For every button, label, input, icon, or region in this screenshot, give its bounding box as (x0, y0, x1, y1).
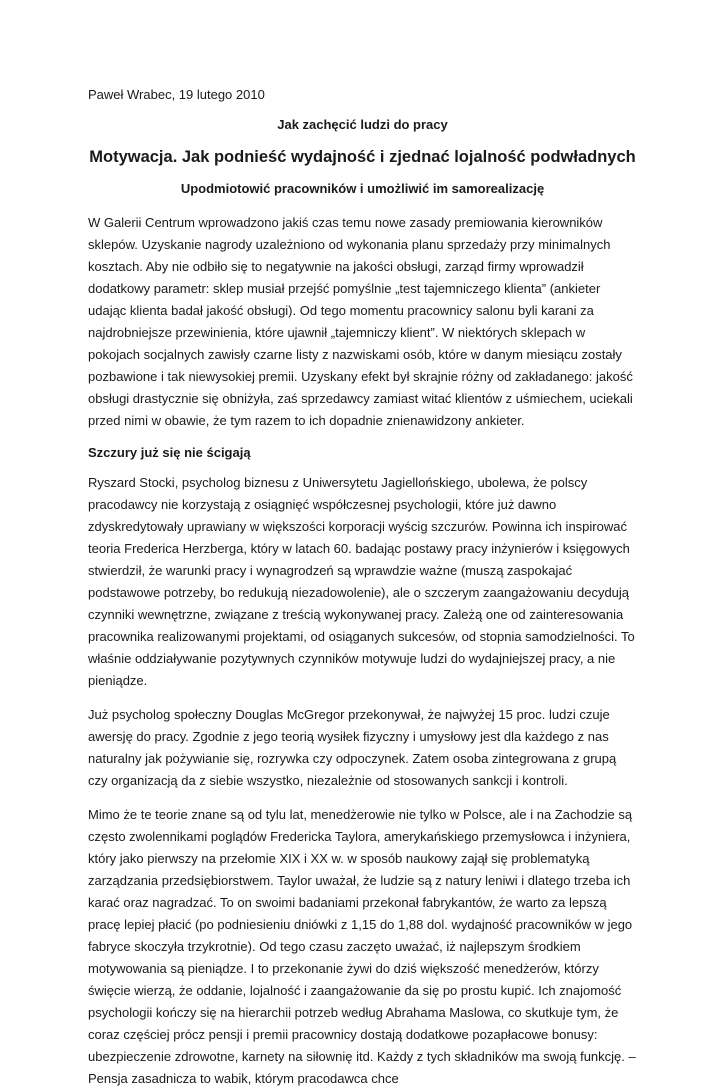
section-paragraph-3: Mimo że te teorie znane są od tylu lat, menedżerowie nie tylko w Polsce, ale i na Zachodzie są często zwolennikami poglądów Fredericka Taylora, amerykańskiego przemysłowca i inżyniera, który jako pierwszy na przełomie XIX i XX w. w sposób naukowy zajął się problematyką zarządzania przedsiębiorstwem. Taylor uważał, że ludzie są z natury leniwi i dlatego trzeba ich karać oraz nagradzać. To on swoimi badaniami przekonał fabrykantów, że warto za lepszą pracę lepiej płacić (po podniesieniu dniówki z 1,15 do 1,88 dol. wydajność pracowników w jego fabryce skoczyła trzykrotnie). Od tego czasu zaczęto uważać, iż najlepszym środkiem motywowania są pieniądze. I to przekonanie żywi do dziś większość menedżerów, którzy święcie wierzą, że oddanie, lojalność i zaangażowanie da się po prostu kupić. Ich znajomość psychologii kończy się na hierarchii potrzeb według Abrahama Maslowa, co skutkuje tym, że coraz częściej prócz pensji i premii pracownicy dostają dodatkowe pozapłacowe bonusy: ubezpieczenie zdrowotne, karnety na siłownię itd. Każdy z tych składników ma swoją funkcję. – Pensja zasadnicza to wabik, którym pracodawca chce (88, 807, 636, 1086)
article-title: Motywacja. Jak podnieść wydajność i zjednać lojalność podwładnych (89, 148, 636, 166)
section-heading: Szczury już się nie ścigają (88, 445, 251, 460)
article-subtitle: Upodmiotowić pracowników i umożliwić im samorealizację (180, 181, 545, 196)
section-paragraph-2: Już psycholog społeczny Douglas McGregor przekonywał, że najwyżej 15 proc. ludzi czuje awersję do pracy. Zgodnie z jego teorią wysiłek fizyczny i umysłowy jest dla każdego z nas naturalny jak pożywianie się, rozrywka czy odpoczynek. Zatem osoba zintegrowana z grupą czy organizacją da z siebie wszystko, niezależnie od stosowanych sankcji i kontroli. (88, 707, 617, 788)
kicker: Jak zachęcić ludzi do pracy (277, 117, 448, 132)
byline: Paweł Wrabec, 19 lutego 2010 (88, 87, 265, 102)
intro-paragraph: W Galerii Centrum wprowadzono jakiś czas temu nowe zasady premiowania kierowników sklepów. Uzyskanie nagrody uzależniono od wykonania planu sprzedaży przy minimalnych kosztach. Aby nie odbiło się to negatywnie na jakości obsługi, zarząd firmy wprowadził dodatkowy parametr: sklep musiał przejść pomyślnie „test tajemniczego klienta” (ankieter udając klienta badał jakość obsługi). Od tego momentu pracownicy salonu byli karani za najdrobniejsze przewinienia, które ujawnił „tajemniczy klient”. W niektórych sklepach w pokojach socjalnych zawisły czarne listy z nazwiskami osób, które w danym miesiącu zostały pozbawione i tak niewysokiej premii. Uzyskany efekt był skrajnie różny od zakładanego: jakość obsługi drastycznie się obniżyła, zaś sprzedawcy zamiast witać klientów z uśmiechem, uciekali przed nimi w obawie, że tym razem to ich dopadnie znienawidzony ankieter. (88, 215, 633, 428)
section-paragraph-1: Ryszard Stocki, psycholog biznesu z Uniwersytetu Jagiellońskiego, ubolewa, że polscy pracodawcy nie korzystają z osiągnięć współczesnej psychologii, które już dawno zdyskredytowały uprawiany w większości korporacji wyścig szczurów. Powinna ich inspirować teoria Frederica Herzberga, który w latach 60. badając postawy pracy inżynierów i księgowych stwierdził, że warunki pracy i wynagrodzeń są wprawdzie ważne (muszą zaspokajać podstawowe potrzeby, bo redukują niezadowolenie), ale o szczerym zaangażowaniu decydują czynniki wewnętrzne, związane z treścią wykonywanej pracy. Zależą one od zainteresowania pracownika realizowanymi projektami, od osiąganych sukcesów, od stopnia samodzielności. To właśnie oddziaływanie pozytywnych czynników motywuje ludzi do wydajniejszej pracy, a nie pieniądze. (88, 475, 635, 688)
